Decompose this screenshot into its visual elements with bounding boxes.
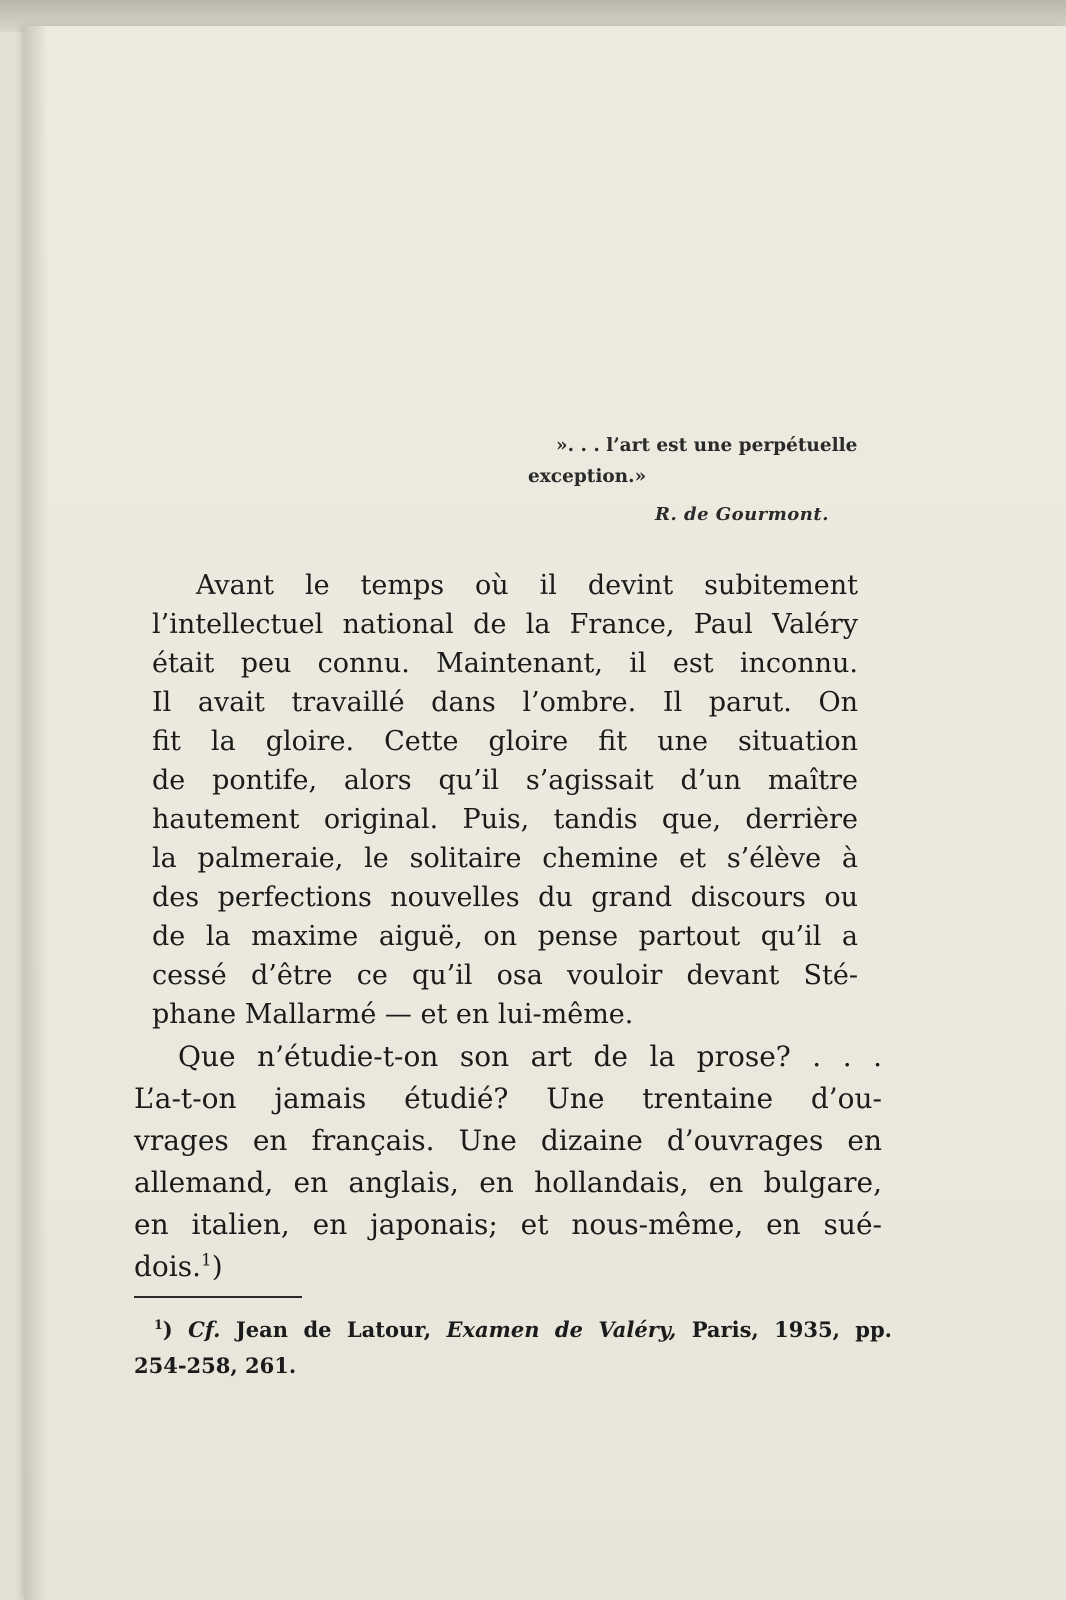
epigraph-line-1: ». . . l’art est une perpétuelle (556, 435, 858, 456)
text-line: la palmeraie, le solitaire chemine et s’élève à (152, 843, 858, 874)
text-line: hautement original. Puis, tandis que, derrière (152, 804, 858, 835)
text-line: allemand, en anglais, en hollandais, en bulgare, (134, 1166, 882, 1199)
footnote-author: Jean de Latour, (235, 1317, 432, 1342)
footnote-rule (134, 1296, 302, 1298)
text-line: en italien, en japonais; et nous-même, en sué- (134, 1208, 882, 1241)
footnote-marker-close: ) (162, 1317, 173, 1342)
paragraph-2 (134, 1036, 882, 1288)
footnote-cf: Cf. (188, 1317, 221, 1342)
text-line: des perfections nouvelles du grand discours ou (152, 882, 858, 913)
footnote-rest: Paris, 1935, pp. (691, 1317, 892, 1342)
text-line: cessé d’être ce qu’il osa vouloir devant Sté- (152, 960, 858, 991)
footnote-marker: 1 (154, 1317, 163, 1332)
text-line: vrages en français. Une dizaine d’ouvrages en (134, 1124, 882, 1157)
text-line: Avant le temps où il devint subitement (196, 570, 858, 601)
text-line: de pontife, alors qu’il s’agissait d’un maître (152, 765, 858, 796)
epigraph (528, 430, 868, 492)
text-line: fit la gloire. Cette gloire fit une situation (152, 726, 858, 757)
footnote-reference-close: ) (211, 1250, 223, 1283)
text-line-with-footnote-ref (134, 1246, 882, 1288)
footnote-title: Examen de Valéry, (446, 1317, 677, 1342)
footnote-line-1 (134, 1312, 892, 1348)
text-line: phane Mallarmé — et en lui-même. (152, 999, 634, 1030)
text-line: Que n’étudie-t-on son art de la prose? . . . (178, 1040, 882, 1073)
text-line: de la maxime aiguë, on pense partout qu’il a (152, 921, 858, 952)
text-line: L’a-t-on jamais étudié? Une trentaine d’ou- (134, 1082, 882, 1115)
text-line: dois. (134, 1250, 202, 1283)
text-line: l’intellectuel national de la France, Paul Valéry (152, 609, 858, 640)
text-line: Il avait travaillé dans l’ombre. Il parut. On (152, 687, 858, 718)
page-spine-shadow (24, 26, 48, 1600)
footnote-reference: 1 (201, 1249, 212, 1270)
epigraph-line-2: exception.» (528, 466, 647, 487)
text-line: était peu connu. Maintenant, il est inconnu. (152, 648, 858, 679)
paragraph-1 (152, 566, 858, 1034)
footnote-line-2: 254-258, 261. (134, 1353, 297, 1378)
epigraph-attribution: R. de Gourmont. (655, 504, 829, 525)
footnote (134, 1312, 892, 1384)
